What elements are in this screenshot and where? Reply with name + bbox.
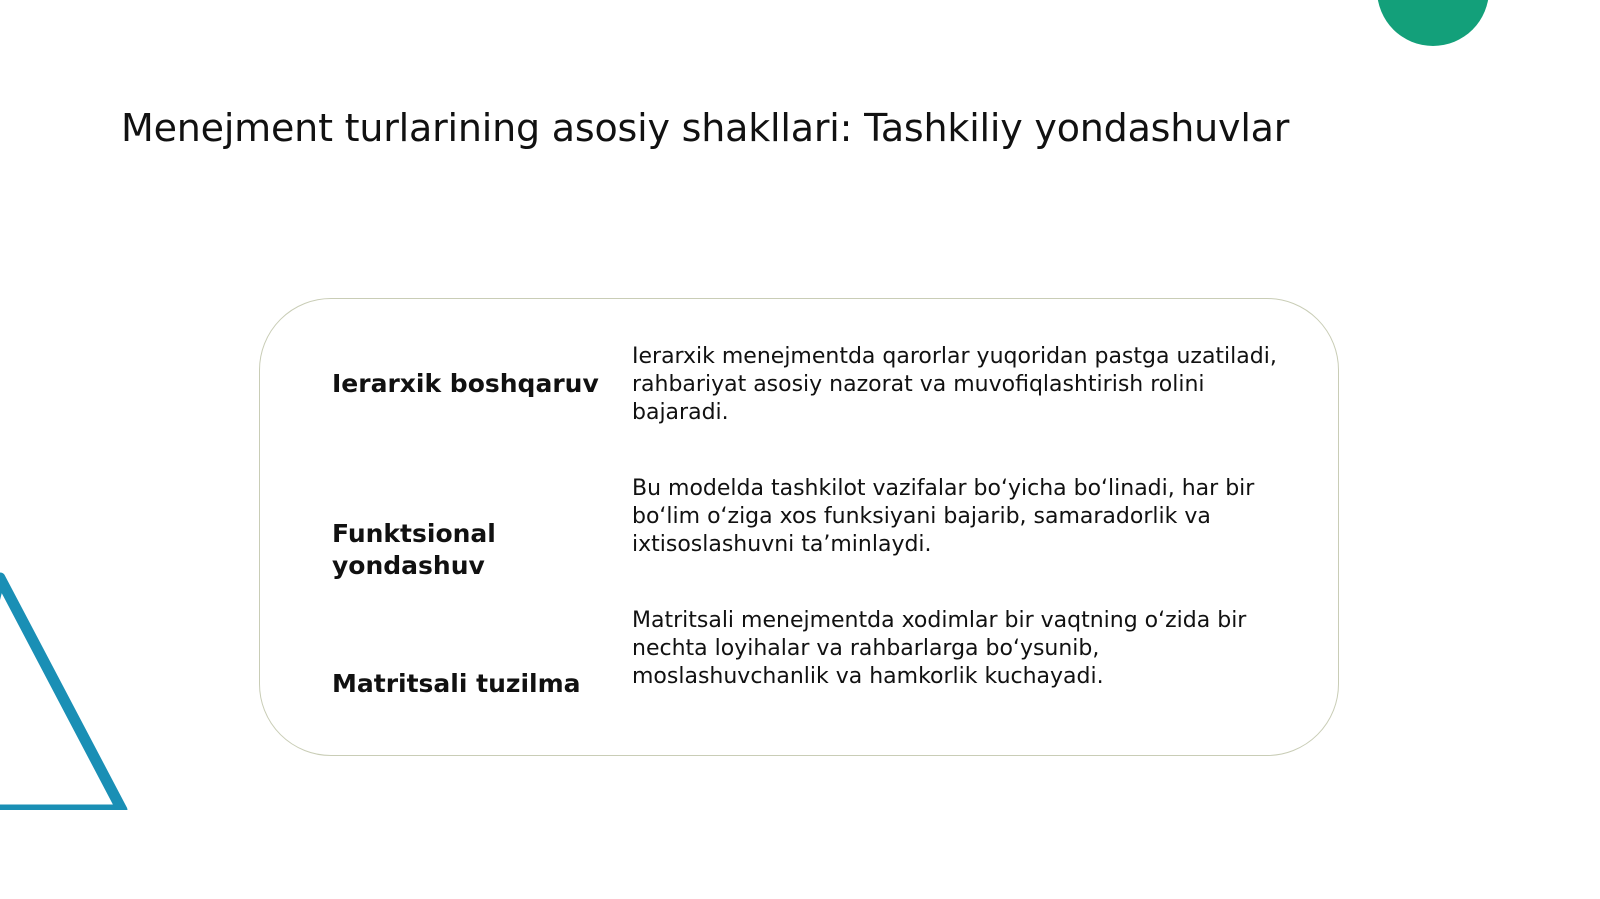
row-label-matritsali: Matritsali tuzilma bbox=[332, 669, 581, 698]
row-label-funktsional: Funktsional yondashuv bbox=[332, 519, 496, 580]
row-description-funktsional: Bu modelda tashkilot vazifalar bo‘yicha bo‘linadi, har bir bo‘lim o‘ziga xos funksiyani bajarib, samaradorlik va ixtisoslashuvni ta’minlaydi. bbox=[632, 476, 1255, 557]
triangle-outline-icon bbox=[0, 570, 140, 810]
slide-title: Menejment turlarining asosiy shakllari: Tashkiliy yondashuvlar bbox=[121, 106, 1290, 150]
green-circle-decoration bbox=[1377, 0, 1489, 46]
row-label-ierarxik: Ierarxik boshqaruv bbox=[332, 369, 599, 398]
row-description-matritsali: Matritsali menejmentda xodimlar bir vaqtning o‘zida bir nechta loyihalar va rahbarlarga bo‘ysunib, moslashuvchanlik va hamkorlik kuchayadi. bbox=[632, 608, 1247, 689]
row-description-ierarxik: Ierarxik menejmentda qarorlar yuqoridan pastga uzatiladi, rahbariyat asosiy nazorat va muvofiqlashtirish rolini bajaradi. bbox=[632, 344, 1277, 425]
